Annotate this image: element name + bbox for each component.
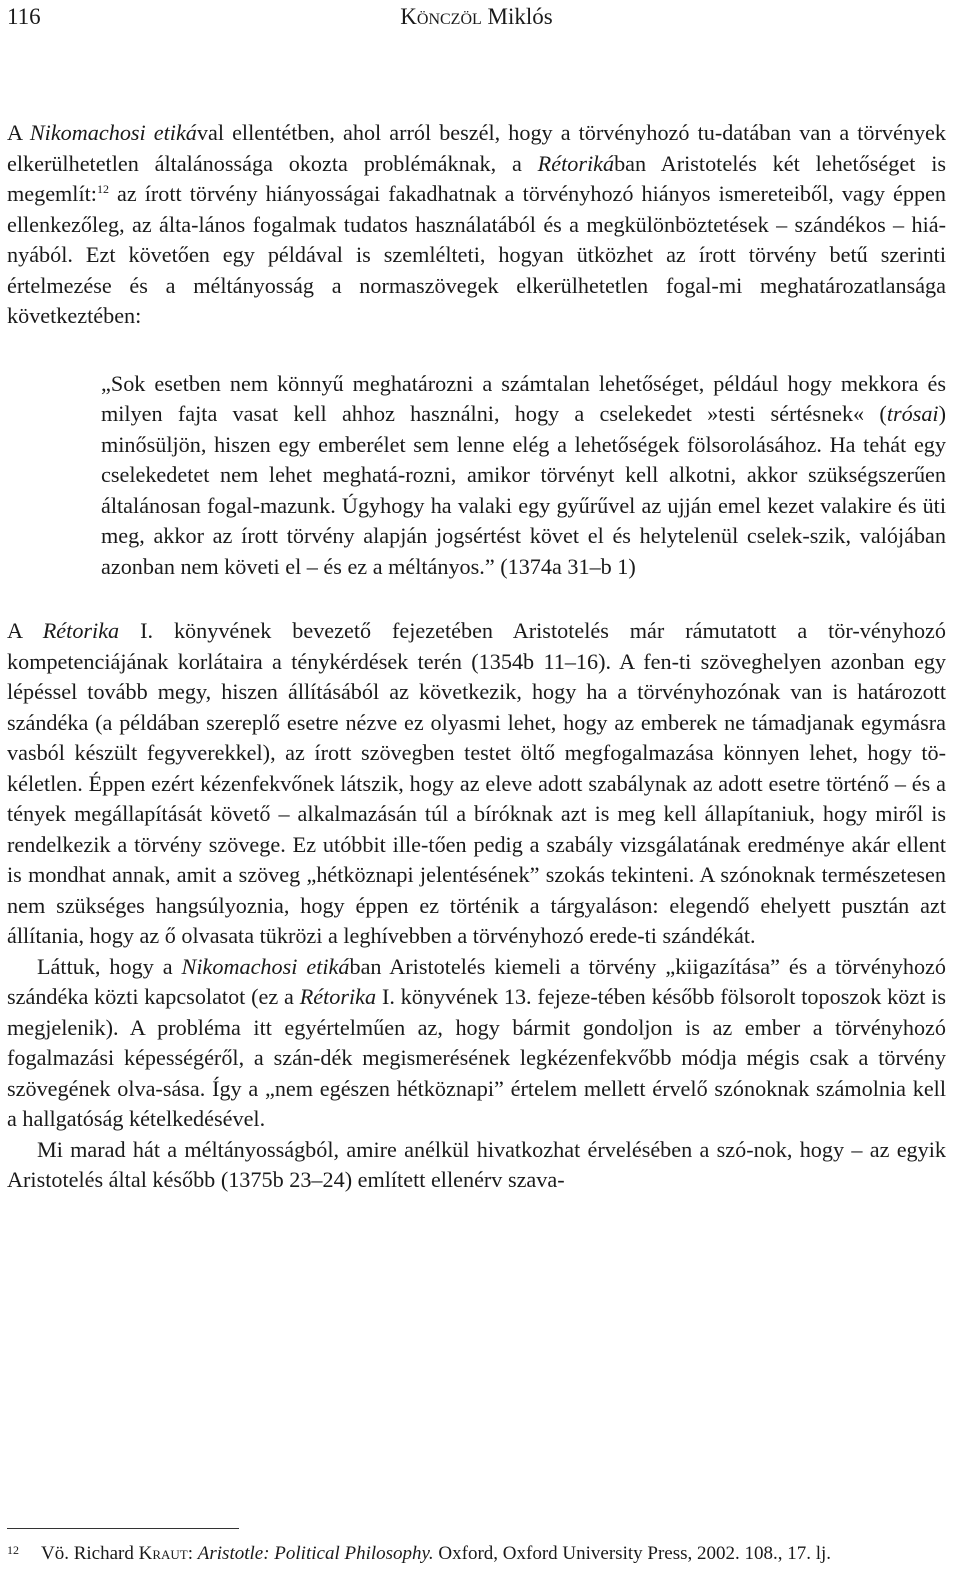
text-run: A (7, 618, 43, 643)
work-title: Nikomachosi etiká (29, 120, 197, 145)
work-title: Rétoriká (537, 150, 615, 176)
text-run: Láttuk, hogy a (37, 953, 182, 979)
page-number: 116 (7, 4, 41, 29)
text-run: ban Aristotelés kiemeli a törvény „kiigazítása” és a törvényhozó szándéka közti kapcsolatot (ez a (7, 953, 947, 1009)
text-run: Mi marad hát a méltányosságból, amire anélkül hivatkozhat érvelésében a szó-nok, hogy – az egyik Aristotelés által később (1375b 23–24) említett ellenérv szava- (7, 1136, 946, 1192)
paragraph-4 (7, 1135, 946, 1196)
quote-text (101, 369, 946, 583)
running-head (7, 4, 946, 30)
greek-term: trósai (886, 401, 939, 426)
text-run: az írott törvény hiányosságai fakadhatnak a törvényhozó hiányos ismereteiből, vagy éppen ellenkezőleg, az álta-lános fogalmak tudatos használatából és a megkülönböztetések – szándékos – hiá-nyából. Ezt követően egy példával is szemlélteti, hogyan ütközhet az írott törvény betű szerinti értelmezése és a méltányosság a normaszövegek elkerülhetetlen fogal-mi meghatározatlansága következtében: (7, 181, 946, 328)
footnote-divider (7, 1528, 239, 1529)
paragraph-1 (7, 118, 946, 332)
text-run: I. könyvének 13. fejeze-tében később fölsorolt toposzok közt is megjelenik). A probléma itt egyértelműen az, hogy bármit gondoljon is az ember a törvényhozó fogalmazási képességéről, a szán-dék megismerésének legkézenfekvőbb módja mégis csak a törvény szövegének olva-sása. Így a „nem egészen hétköznapi” értelem mellett érvelő szónoknak számolnia kell a hallgatóság kételkedésével. (7, 984, 946, 1131)
author-surname: Könczöl (400, 4, 482, 29)
text-run: ban Aristotelés két lehetőséget is megemlít: (7, 150, 946, 206)
body-text (7, 118, 946, 1196)
cited-author-surname: Kraut (138, 1543, 188, 1564)
text-run: „Sok esetben nem könnyű meghatározni a számtalan lehetőséget, például hogy mekkora és milyen fajta vasat kell ahhoz használni, hogy a cselekedet »testi sértésnek« ( (101, 370, 946, 426)
paragraph-3 (7, 952, 946, 1135)
block-quote (101, 369, 946, 583)
text-run: Vö. Richard (41, 1543, 139, 1564)
footnote-reference[interactable]: 12 (96, 182, 109, 196)
text-run: I. könyvének bevezető fejezetében Aristotelés már rámutatott a tör-vényhozó kompetenciájának korlátaira a ténykérdések terén (1354b 11–16). A fen-ti szöveghelyen azonban egy lépéssel tovább megy, hiszen állításából az következik, hogy ha a törvényhozónak van is határozott szándéka (a példában szereplő esetre nézve ez olyasmi lehet, hogy az emberek ne támadjanak egymásra vasból készült fegyverekkel), az írott szövegben testet öltő megfogalmazása könnyen lehet, hogy tö-kéletlen. Éppen ezért kézenfekvőnek látszik, hogy az eleve adott szabálynak az adott esetre történő – és a tények megállapítását követő – alkalmazásán túl a bíróknak azt is meg kell állapítaniuk, hogy miről is rendelkezik a törvény szövege. Ez utóbbit ille-tően pedig a szabály vizsgálatának eredménye akár ellent is mondhat annak, amit a szöveg „hétköznapi jelentésének” szokás tekinteni. A szónoknak természetesen nem szükséges hangsúlyoznia, hogy éppen ez történik a tárgyaláson: elegendő ehelyett pusztán azt állítania, hogy az ő olvasata tükrözi a leghívebben a törvényhozó erede-ti szándékát. (7, 618, 946, 948)
footnotes (7, 1528, 946, 1567)
page-header (7, 4, 946, 30)
paragraph-2 (7, 616, 946, 952)
text-run: ) minősüljön, hiszen egy emberélet sem lenne elég a lehetőségek fölsorolásához. Ha tehát egy cselekedetet nem lehet meghatá-rozni, amikor törvényt kell alkotni, akkor szükségszerűen általánosan fogal-mazunk. Úgyhogy ha valaki egy gyűrűvel az ujján emel kezet valakire és üti meg, akkor az írott törvény alapján jogsértést követ el és helytelenül cselek-szik, valójában azonban nem követi el – és ez a méltányos.” (1374a 31–b 1) (101, 401, 946, 579)
text-run: val ellentétben, ahol arról beszél, hogy a törvényhozó tu-datában van a törvények elkerülhetetlen általánossága okozta problémáknak, a (7, 120, 946, 176)
work-title: Rétorika (299, 984, 377, 1009)
work-title: Rétorika (42, 618, 120, 643)
cited-work-title: Aristotle: Political Philosophy. (197, 1543, 434, 1564)
author-given-name: Miklós (487, 4, 553, 29)
footnote-mark: 12 (7, 1543, 19, 1557)
text-run: Oxford, Oxford University Press, 2002. 108., 17. lj. (433, 1543, 832, 1564)
text-run: A (7, 120, 30, 145)
footnote-12 (7, 1541, 946, 1567)
work-title: Nikomachosi etiká (181, 953, 350, 979)
text-run: : (187, 1543, 198, 1564)
